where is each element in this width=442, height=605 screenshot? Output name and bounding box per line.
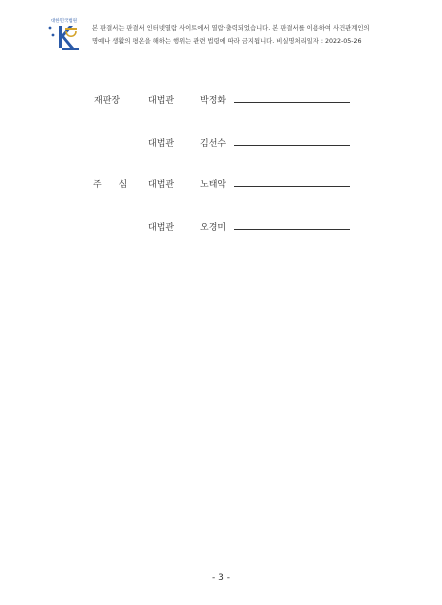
signature-title: 대법관 <box>148 96 175 106</box>
signature-line <box>234 229 350 230</box>
signature-title: 대법관 <box>148 139 175 149</box>
signature-row <box>0 93 442 107</box>
signature-line <box>234 145 350 146</box>
court-logo <box>44 14 84 54</box>
signature-name: 노태악 <box>200 180 227 190</box>
signature-title: 대법관 <box>148 180 175 190</box>
signature-row <box>0 177 442 191</box>
signature-line <box>234 102 350 103</box>
notice-line-2: 명예나 생활의 평온을 해하는 행위는 관련 법령에 따라 금지됩니다. 비실명처리일자 : 2022-05-26 <box>92 38 362 45</box>
signature-row <box>0 220 442 234</box>
notice-line-1: 본 판결서는 판결서 인터넷열람 사이트에서 열람·출력되었습니다. 본 판결서를 이용하여 사건관계인의 <box>92 25 370 32</box>
signature-role: 주 심 <box>93 180 135 190</box>
page-number: - 3 - <box>212 573 230 583</box>
disclosure-notice <box>92 22 410 48</box>
signature-name: 박정화 <box>200 96 227 106</box>
svg-text:대한민국법원: 대한민국법원 <box>50 19 78 24</box>
page-header <box>44 14 404 54</box>
signature-role: 재판장 <box>94 96 121 106</box>
signature-title: 대법관 <box>148 223 175 233</box>
signature-name: 김선수 <box>200 139 227 149</box>
signature-line <box>234 186 350 187</box>
signature-row <box>0 136 442 150</box>
signature-name: 오경미 <box>200 223 227 233</box>
